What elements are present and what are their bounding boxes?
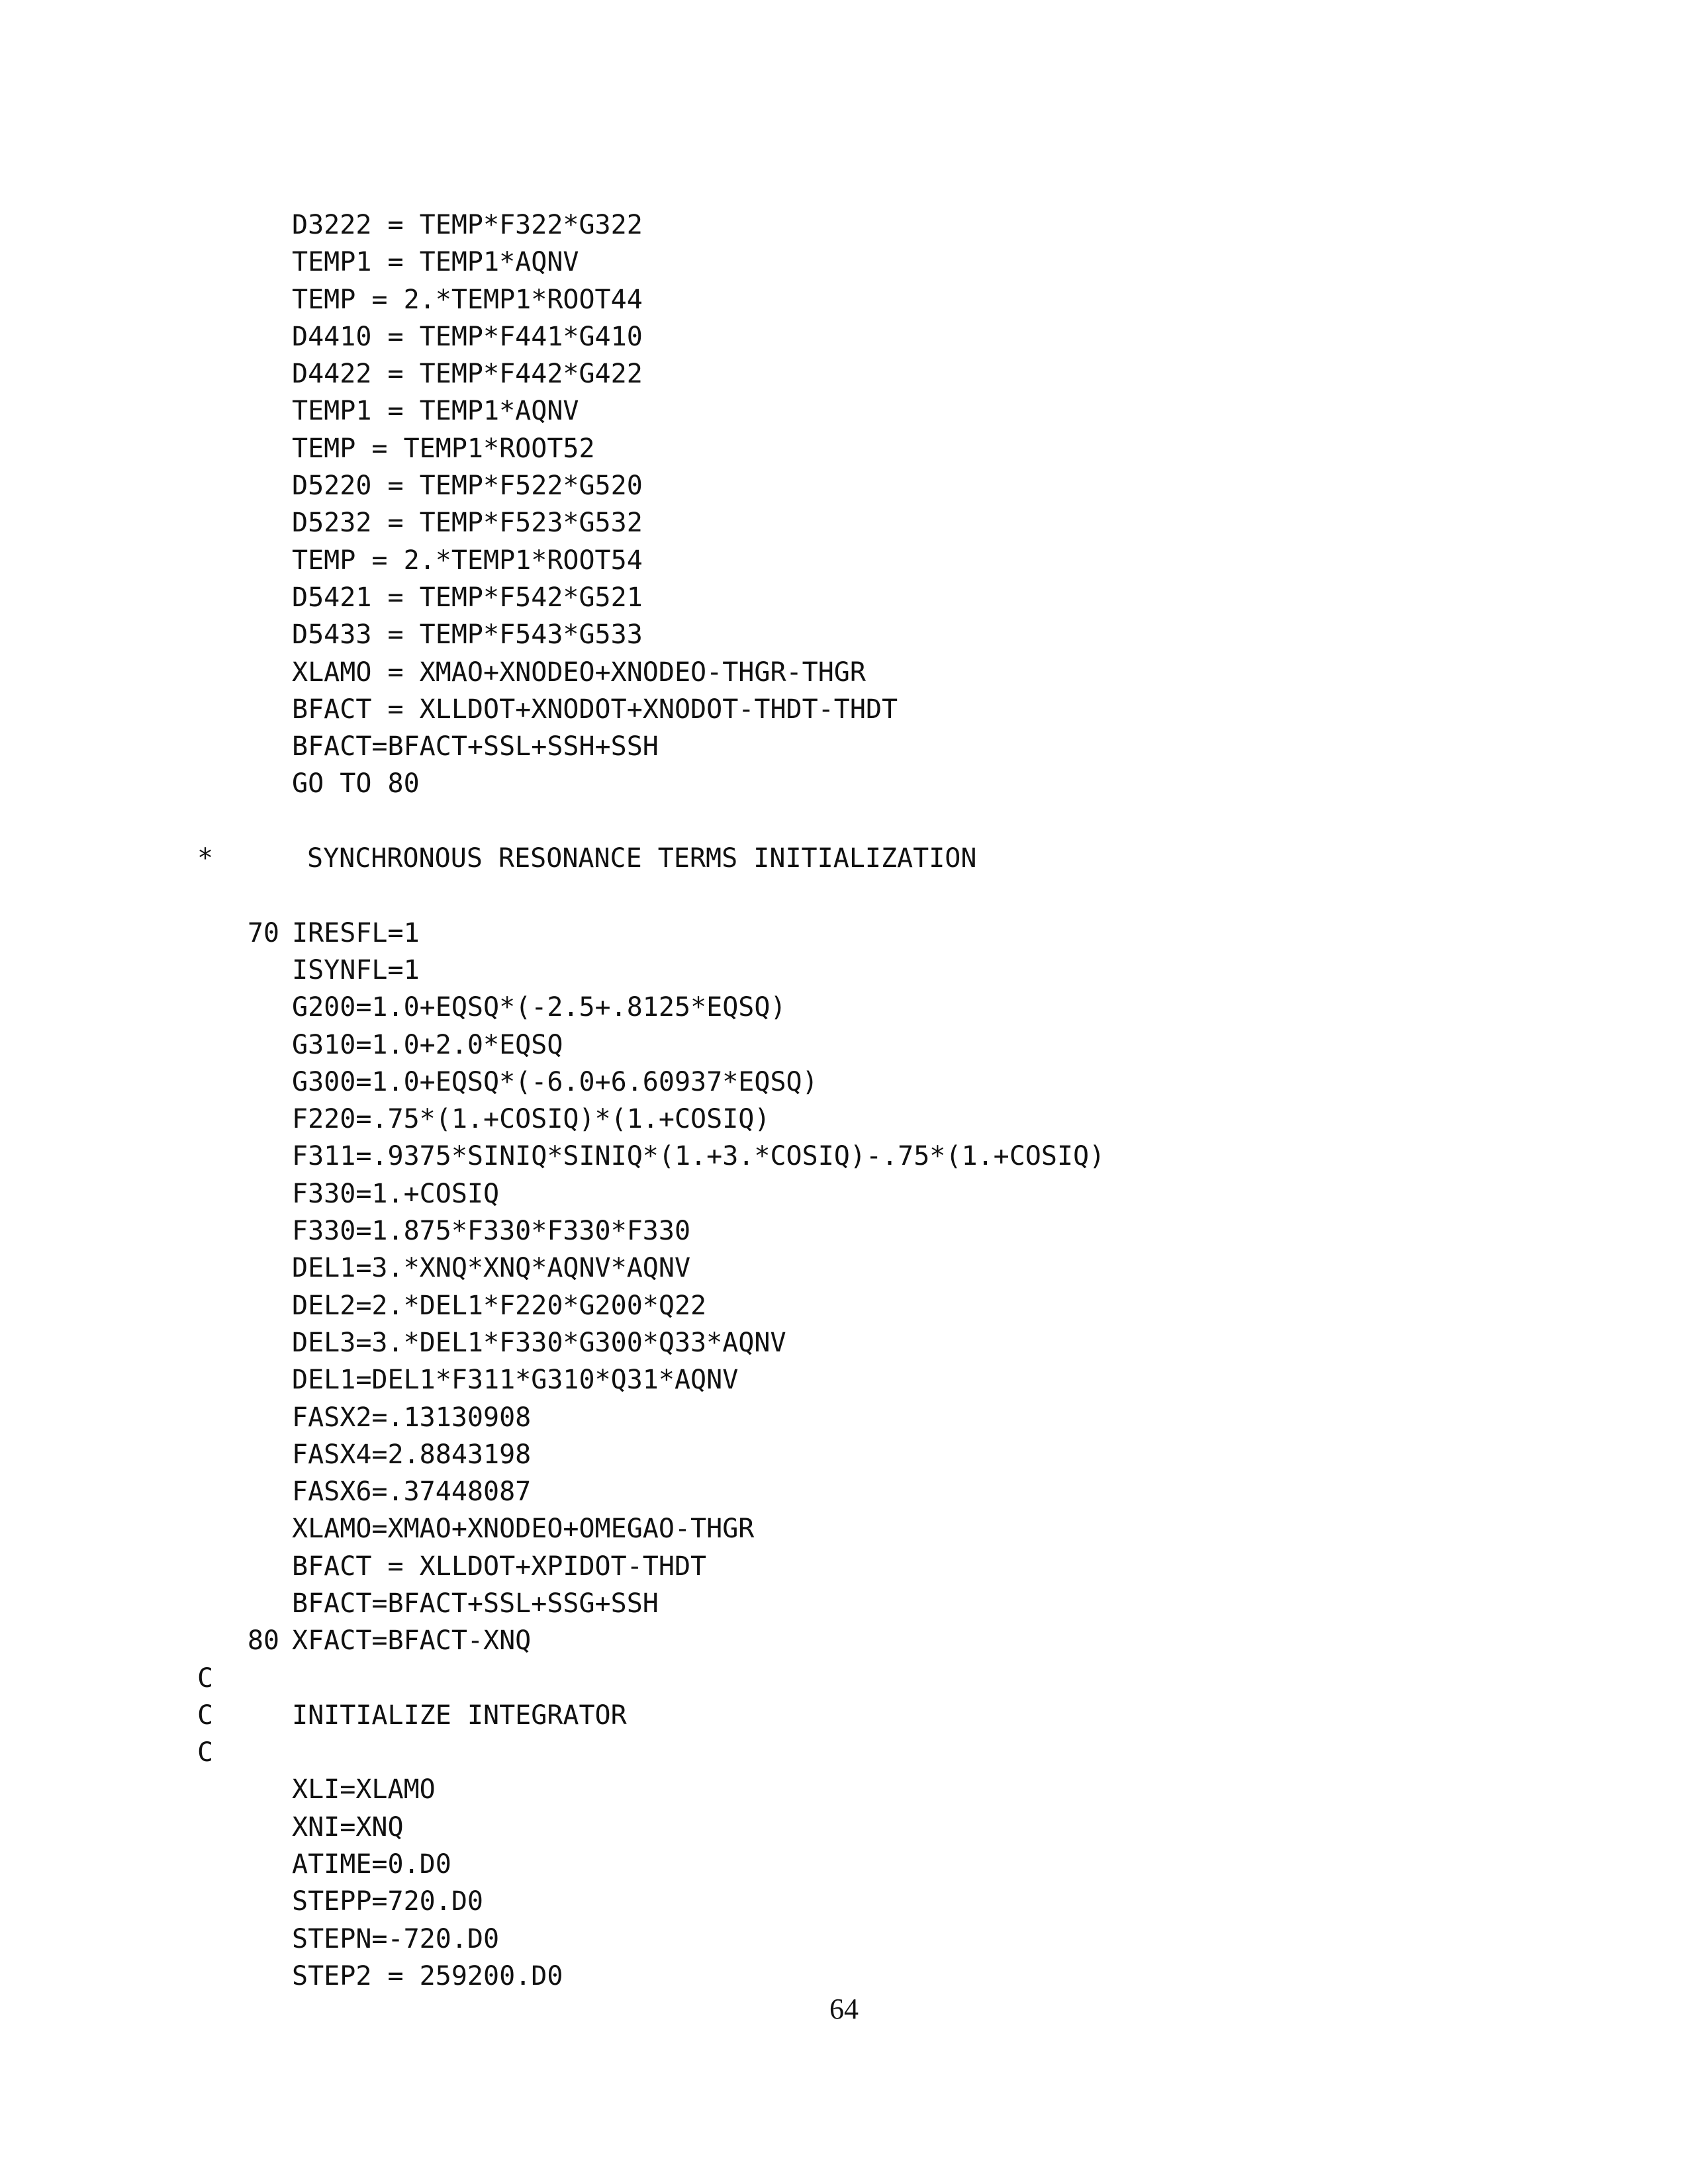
code-line xyxy=(0,877,1688,914)
code-line xyxy=(0,1212,1688,1250)
code-statement: D5232 = TEMP*F523*G532 xyxy=(292,508,643,539)
code-statement: DEL3=3.*DEL1*F330*G300*Q33*AQNV xyxy=(292,1327,786,1358)
code-line xyxy=(0,1734,1688,1771)
code-statement: XLI=XLAMO xyxy=(292,1774,436,1805)
code-statement: DEL1=3.*XNQ*XNQ*AQNV*AQNV xyxy=(292,1253,691,1284)
statement-label: 70 xyxy=(247,917,279,948)
code-statement: DEL2=2.*DEL1*F220*G200*Q22 xyxy=(292,1290,707,1321)
code-statement: D5433 = TEMP*F543*G533 xyxy=(292,619,643,651)
code-statement: FASX4=2.8843198 xyxy=(292,1439,532,1470)
code-line xyxy=(0,1958,1688,1995)
code-statement: STEP2 = 259200.D0 xyxy=(292,1960,563,1991)
code-line xyxy=(0,1883,1688,1920)
code-line xyxy=(0,1101,1688,1138)
code-line xyxy=(0,318,1688,355)
code-statement: D4410 = TEMP*F441*G410 xyxy=(292,321,643,352)
code-line xyxy=(0,1846,1688,1883)
code-line xyxy=(0,1250,1688,1287)
code-line xyxy=(0,1622,1688,1659)
code-line xyxy=(0,840,1688,877)
comment-text: SYNCHRONOUS RESONANCE TERMS INITIALIZATION xyxy=(307,843,977,874)
code-statement: XLAMO = XMAO+XNODEO+XNODEO-THGR-THGR xyxy=(292,657,866,688)
code-line xyxy=(0,355,1688,392)
code-statement: D3222 = TEMP*F322*G322 xyxy=(292,210,643,240)
code-statement: F330=1.+COSIQ xyxy=(292,1178,500,1209)
code-statement: BFACT = XLLDOT+XNODOT+XNODOT-THDT-THDT xyxy=(292,694,898,725)
code-statement: BFACT=BFACT+SSL+SSG+SSH xyxy=(292,1588,659,1619)
comment-marker: C xyxy=(197,1737,214,1768)
code-statement: F311=.9375*SINIQ*SINIQ*(1.+3.*COSIQ)-.75*(1.+COSIQ) xyxy=(292,1141,1105,1172)
code-statement: XFACT=BFACT-XNQ xyxy=(292,1625,532,1657)
code-line xyxy=(0,1771,1688,1808)
statement-label: 80 xyxy=(247,1625,279,1657)
code-line xyxy=(0,691,1688,728)
code-statement: XNI=XNQ xyxy=(292,1811,404,1843)
code-line xyxy=(0,244,1688,281)
code-statement: G200=1.0+EQSQ*(-2.5+.8125*EQSQ) xyxy=(292,992,786,1023)
code-line xyxy=(0,430,1688,467)
code-line xyxy=(0,1510,1688,1547)
code-line xyxy=(0,1921,1688,1958)
code-line xyxy=(0,542,1688,579)
code-line xyxy=(0,728,1688,765)
code-line xyxy=(0,803,1688,840)
code-line xyxy=(0,1399,1688,1436)
code-line xyxy=(0,952,1688,989)
code-line xyxy=(0,1548,1688,1585)
code-line xyxy=(0,616,1688,653)
code-statement: IRESFL=1 xyxy=(292,917,420,948)
code-statement: D5220 = TEMP*F522*G520 xyxy=(292,471,643,502)
code-statement: GO TO 80 xyxy=(292,768,420,799)
code-line xyxy=(0,765,1688,802)
page-number: 64 xyxy=(829,1993,859,2025)
code-line xyxy=(0,1324,1688,1361)
code-statement: FASX2=.13130908 xyxy=(292,1402,532,1433)
code-line xyxy=(0,579,1688,616)
code-statement: TEMP = 2.*TEMP1*ROOT44 xyxy=(292,284,643,315)
code-line xyxy=(0,1697,1688,1734)
code-statement: TEMP = 2.*TEMP1*ROOT54 xyxy=(292,545,643,576)
code-listing xyxy=(0,206,1688,1995)
code-line xyxy=(0,281,1688,318)
code-line xyxy=(0,1026,1688,1064)
code-statement: ISYNFL=1 xyxy=(292,954,420,985)
code-line xyxy=(0,1175,1688,1212)
code-line xyxy=(0,206,1688,244)
code-line xyxy=(0,1138,1688,1175)
code-line xyxy=(0,1064,1688,1101)
code-line xyxy=(0,915,1688,952)
code-line xyxy=(0,467,1688,504)
code-statement: TEMP = TEMP1*ROOT52 xyxy=(292,433,595,464)
code-statement: G310=1.0+2.0*EQSQ xyxy=(292,1029,563,1060)
code-statement: ATIME=0.D0 xyxy=(292,1849,451,1880)
code-statement: TEMP1 = TEMP1*AQNV xyxy=(292,247,579,278)
code-line xyxy=(0,392,1688,430)
code-line xyxy=(0,504,1688,541)
code-statement: F330=1.875*F330*F330*F330 xyxy=(292,1216,691,1247)
code-line xyxy=(0,1287,1688,1324)
comment-marker: C xyxy=(197,1700,214,1731)
code-statement: G300=1.0+EQSQ*(-6.0+6.60937*EQSQ) xyxy=(292,1066,818,1097)
comment-text: INITIALIZE INTEGRATOR xyxy=(292,1700,627,1731)
code-statement: XLAMO=XMAO+XNODEO+OMEGAO-THGR xyxy=(292,1514,755,1545)
code-statement: DEL1=DEL1*F311*G310*Q31*AQNV xyxy=(292,1365,739,1396)
code-statement: BFACT=BFACT+SSL+SSH+SSH xyxy=(292,731,659,762)
code-line xyxy=(0,1585,1688,1622)
code-line xyxy=(0,1809,1688,1846)
comment-marker: C xyxy=(197,1662,214,1694)
code-line xyxy=(0,654,1688,691)
code-statement: TEMP1 = TEMP1*AQNV xyxy=(292,396,579,427)
code-statement: D5421 = TEMP*F542*G521 xyxy=(292,582,643,613)
code-line xyxy=(0,1660,1688,1697)
code-line xyxy=(0,1436,1688,1473)
code-statement: D4422 = TEMP*F442*G422 xyxy=(292,359,643,390)
code-statement: STEPP=720.D0 xyxy=(292,1886,483,1917)
code-line xyxy=(0,989,1688,1026)
comment-marker: * xyxy=(197,843,214,874)
code-statement: FASX6=.37448087 xyxy=(292,1477,532,1508)
code-line xyxy=(0,1361,1688,1398)
code-statement: BFACT = XLLDOT+XPIDOT-THDT xyxy=(292,1551,707,1582)
code-statement: F220=.75*(1.+COSIQ)*(1.+COSIQ) xyxy=(292,1104,771,1135)
code-statement: STEPN=-720.D0 xyxy=(292,1923,500,1954)
code-line xyxy=(0,1473,1688,1510)
